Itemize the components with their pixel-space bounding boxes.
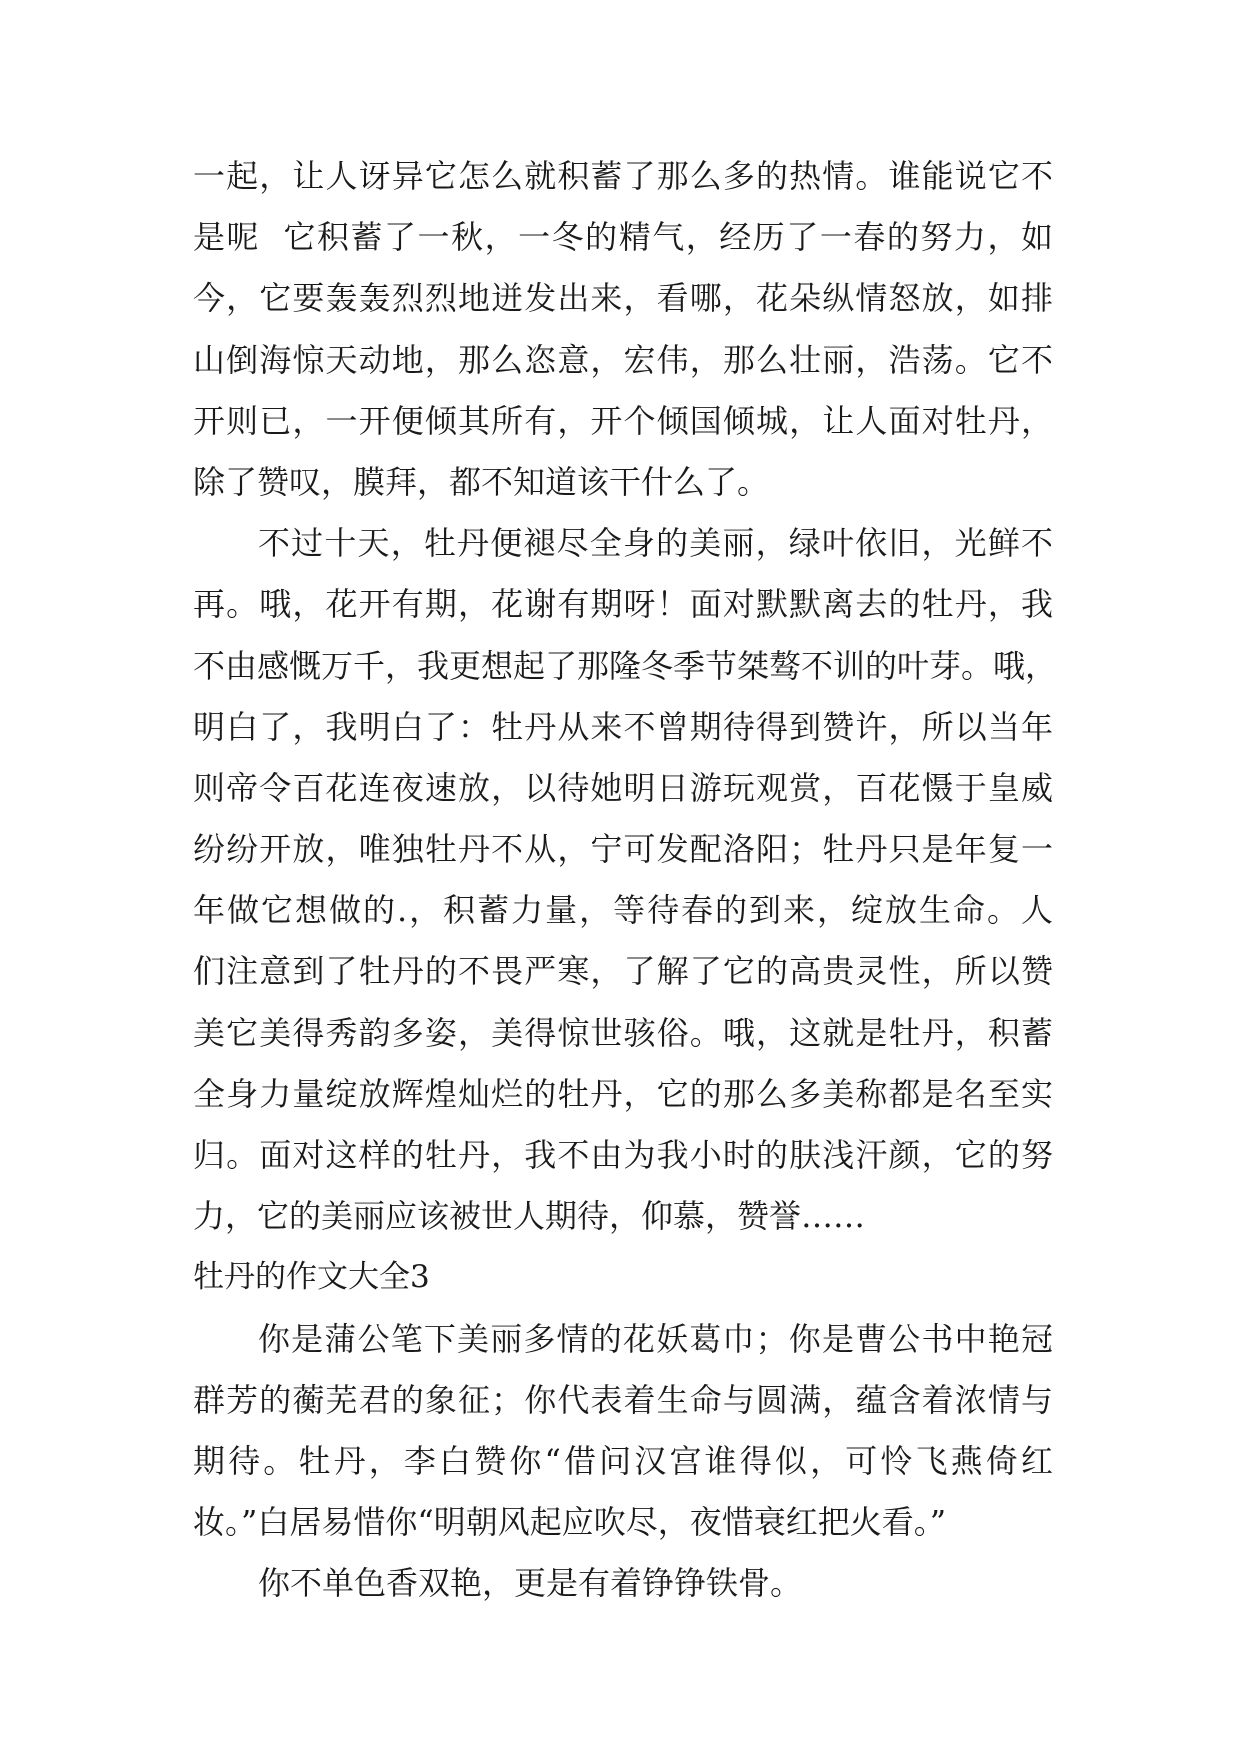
text-line: 不由感慨万千，我更想起了那隆冬季节桀骜不训的叶芽。哦， <box>193 646 1058 685</box>
paragraph <box>193 513 1058 1247</box>
text-line: 你不单色香双艳，更是有着铮铮铁骨。 <box>258 1564 803 1603</box>
text-line: 们注意到了牡丹的不畏严寒，了解了它的高贵灵性，所以赞 <box>193 952 1053 991</box>
paragraph <box>193 1309 1053 1554</box>
text-line: 是呢 它积蓄了一秋，一冬的精气，经历了一春的努力，如 <box>193 218 1053 257</box>
text-line: 山倒海惊天动地，那么恣意，宏伟，那么壮丽，浩荡。它不 <box>193 340 1053 379</box>
paragraph <box>193 146 1053 513</box>
text-line: 妆。”白居易惜你“明朝风起应吹尽，夜惜衰红把火看。” <box>193 1503 947 1542</box>
text-line: 期待。牡丹，李白赞你“借问汉宫谁得似，可怜飞燕倚红 <box>193 1441 1053 1480</box>
paragraph <box>193 1553 1053 1614</box>
text-line: 除了赞叹，膜拜，都不知道该干什么了。 <box>193 462 770 501</box>
text-line: 明白了，我明白了：牡丹从来不曾期待得到赞许，所以当年 <box>193 707 1053 746</box>
document-body <box>193 146 1058 1615</box>
text-line: 今，它要轰轰烈烈地迸发出来，看哪，花朵纵情怒放，如排 <box>193 279 1053 318</box>
text-line: 不过十天，牡丹便褪尽全身的美丽，绿叶依旧，光鲜不 <box>258 524 1053 563</box>
text-line: 群芳的蘅芜君的象征；你代表着生命与圆满，蕴含着浓情与 <box>193 1380 1053 1419</box>
text-line: 开则已，一开便倾其所有，开个倾国倾城，让人面对牡丹， <box>193 401 1053 440</box>
text-line: 则帝令百花连夜速放，以待她明日游玩观赏，百花慑于皇威 <box>193 768 1053 807</box>
text-line: 一起，让人讶异它怎么就积蓄了那么多的热情。谁能说它不 <box>193 157 1053 195</box>
text-line: 全身力量绽放辉煌灿烂的牡丹，它的那么多美称都是名至实 <box>193 1074 1053 1113</box>
text-line: 美它美得秀韵多姿，美得惊世骇俗。哦，这就是牡丹，积蓄 <box>193 1013 1053 1052</box>
text-line: 年做它想做的.，积蓄力量，等待春的到来，绽放生命。人 <box>193 891 1053 930</box>
text-line: 再。哦，花开有期，花谢有期呀！面对默默离去的牡丹，我 <box>193 585 1053 624</box>
text-line: 你是蒲公笔下美丽多情的花妖葛巾；你是曹公书中艳冠 <box>258 1319 1053 1358</box>
text-line: 力，它的美丽应该被世人期待，仰慕，赞誉…… <box>193 1197 866 1236</box>
section-heading: 牡丹的作文大全3 <box>193 1259 430 1296</box>
text-line: 归。面对这样的牡丹，我不由为我小时的肤浅汗颜，它的努 <box>193 1136 1053 1174</box>
text-line: 纷纷开放，唯独牡丹不从，宁可发配洛阳；牡丹只是年复一 <box>193 830 1053 869</box>
